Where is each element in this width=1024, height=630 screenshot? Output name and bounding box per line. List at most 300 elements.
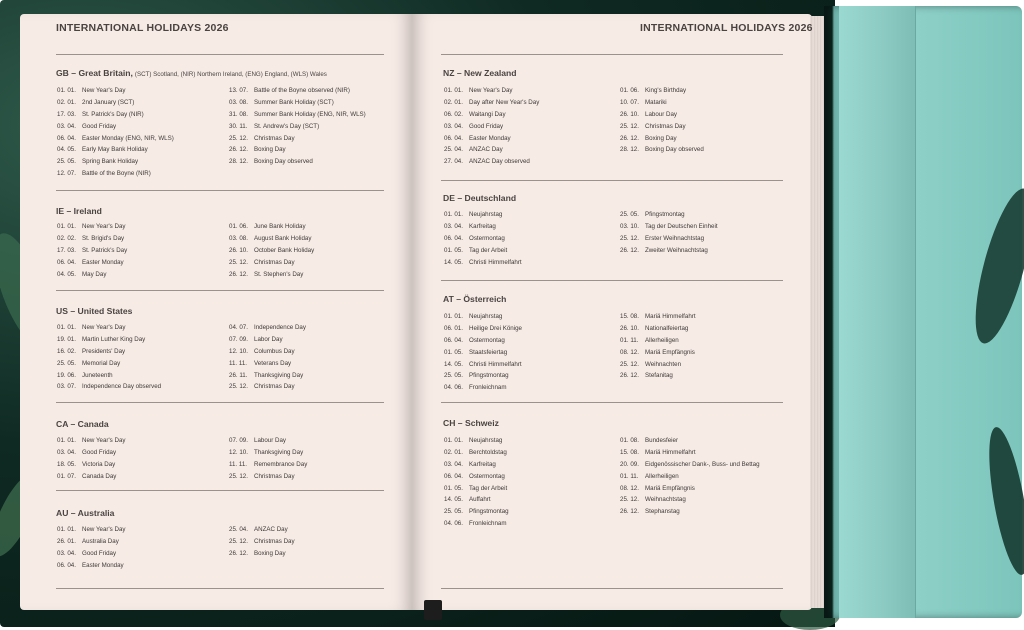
holiday-date: 25. 05.	[620, 211, 639, 218]
holiday-name: Summer Bank Holiday (ENG, NIR, WLS)	[254, 110, 366, 118]
section-title	[56, 206, 102, 216]
holiday-row	[57, 168, 174, 180]
section-title	[56, 306, 132, 316]
holiday-column	[444, 435, 509, 530]
holiday-row	[57, 560, 125, 572]
holiday-row	[57, 269, 127, 281]
holiday-row	[444, 233, 522, 245]
holiday-name: Boxing Day	[254, 146, 286, 154]
section-divider	[441, 402, 783, 403]
holiday-date: 25. 12.	[229, 258, 248, 266]
section-title-text: CH – Schweiz	[443, 418, 499, 428]
holiday-name: St. Patrick's Day (NIR)	[82, 110, 144, 118]
holiday-row	[444, 121, 539, 133]
holiday-row	[620, 494, 760, 506]
holiday-row	[57, 381, 161, 393]
holiday-name: Easter Monday	[469, 134, 511, 142]
holiday-name: Mariä Empfängnis	[645, 348, 695, 356]
holiday-date: 30. 11.	[229, 122, 248, 130]
holiday-date: 04. 06.	[444, 384, 463, 392]
holiday-date: 01. 01.	[57, 324, 76, 331]
left-page-header: INTERNATIONAL HOLIDAYS 2026	[56, 22, 229, 34]
holiday-name: Karfreitag	[469, 222, 496, 230]
holiday-date: 01. 01.	[57, 526, 76, 533]
holiday-row	[57, 109, 174, 121]
holiday-name: Pfingstmontag	[469, 508, 509, 516]
holiday-row	[444, 97, 539, 109]
holiday-row	[620, 471, 760, 483]
holiday-row	[57, 221, 127, 233]
holiday-row	[57, 524, 125, 536]
holiday-row	[57, 144, 174, 156]
holiday-date: 13. 07.	[229, 87, 248, 94]
holiday-column	[229, 322, 306, 393]
holiday-date: 03. 10.	[620, 222, 639, 230]
holiday-date: 02. 01.	[444, 98, 463, 106]
holiday-name: Boxing Day observed	[645, 146, 704, 154]
section-title-text: NZ – New Zealand	[443, 68, 517, 78]
holiday-row	[444, 133, 539, 145]
holiday-date: 06. 02.	[444, 110, 463, 118]
holiday-date: 06. 04.	[444, 472, 463, 480]
holiday-row	[620, 133, 704, 145]
holiday-row	[229, 269, 314, 281]
holiday-date: 04. 06.	[444, 520, 463, 528]
holiday-date: 01. 11.	[620, 336, 639, 344]
holiday-column	[444, 311, 522, 394]
holiday-name: Pfingstmontag	[645, 211, 685, 218]
section-divider	[441, 280, 783, 281]
holiday-date: 03. 04.	[444, 222, 463, 230]
holiday-date: 03. 04.	[444, 460, 463, 468]
holiday-name: Bundesfeier	[645, 437, 679, 444]
holiday-row	[620, 209, 718, 221]
holiday-column	[229, 524, 295, 560]
holiday-row	[229, 536, 295, 548]
holiday-name: King's Birthday	[645, 87, 687, 94]
holiday-row	[444, 447, 509, 459]
holiday-row	[57, 548, 125, 560]
holiday-date: 25. 12.	[229, 472, 248, 480]
holiday-row	[620, 370, 696, 382]
holiday-name: Christmas Day	[254, 537, 295, 545]
holiday-row	[229, 221, 314, 233]
holiday-name: Christmas Day	[645, 122, 686, 130]
holiday-name: St. Brigid's Day	[82, 234, 125, 242]
holiday-column	[620, 209, 718, 257]
holiday-row	[444, 335, 522, 347]
holiday-name: Fronleichnam	[469, 520, 507, 528]
holiday-name: Good Friday	[82, 448, 117, 456]
holiday-name: Tag der Deutschen Einheit	[645, 222, 718, 230]
holiday-date: 03. 08.	[229, 98, 248, 106]
holiday-name: Labour Day	[254, 437, 286, 444]
holiday-row	[444, 518, 509, 530]
holiday-row	[57, 97, 174, 109]
section-title	[443, 193, 516, 203]
holiday-row	[57, 133, 174, 145]
holiday-name: Independence Day observed	[82, 383, 162, 391]
holiday-row	[229, 257, 314, 269]
section-divider	[56, 588, 384, 589]
holiday-name: Christi Himmelfahrt	[469, 360, 522, 368]
holiday-date: 17. 03.	[57, 246, 76, 254]
holiday-date: 26. 12.	[229, 146, 248, 154]
holiday-name: St. Patrick's Day	[82, 246, 128, 254]
holiday-name: New Year's Day	[82, 437, 126, 444]
holiday-date: 06. 04.	[444, 336, 463, 344]
holiday-date: 06. 01.	[444, 324, 463, 332]
holiday-date: 25. 12.	[620, 122, 639, 130]
holiday-date: 26. 01.	[57, 537, 76, 545]
holiday-row	[620, 221, 718, 233]
holiday-date: 31. 08.	[229, 110, 248, 118]
holiday-date: 25. 12.	[229, 134, 248, 142]
holiday-column	[444, 85, 539, 168]
holiday-name: August Bank Holiday	[254, 234, 312, 242]
holiday-date: 20. 09.	[620, 460, 639, 468]
holiday-name: Karfreitag	[469, 460, 496, 468]
holiday-name: Boxing Day	[645, 134, 677, 142]
holiday-row	[57, 233, 127, 245]
holiday-date: 26. 12.	[620, 508, 639, 516]
holiday-date: 01. 06.	[229, 223, 248, 230]
section-title	[443, 294, 506, 304]
holiday-date: 26. 12.	[620, 134, 639, 142]
holiday-row	[444, 494, 509, 506]
flap-strip	[839, 6, 916, 618]
holiday-name: Weihnachtstag	[645, 496, 686, 504]
holiday-date: 27. 04.	[444, 158, 463, 166]
holiday-row	[229, 471, 307, 483]
holiday-row	[57, 334, 161, 346]
holiday-row	[620, 323, 696, 335]
holiday-row	[620, 144, 704, 156]
holiday-name: Zweiter Weihnachtstag	[645, 246, 708, 254]
holiday-name: Victoria Day	[82, 460, 116, 468]
holiday-date: 02. 02.	[57, 234, 76, 242]
leaf-decoration	[981, 425, 1024, 578]
header-rule	[56, 54, 384, 55]
holiday-name: October Bank Holiday	[254, 246, 315, 254]
holiday-date: 12. 07.	[57, 170, 76, 178]
holiday-name: New Year's Day	[469, 87, 513, 94]
holiday-name: Thanksgiving Day	[254, 448, 304, 456]
holiday-date: 25. 12.	[229, 537, 248, 545]
section-title	[56, 419, 109, 429]
cover-flap	[824, 6, 1022, 618]
holiday-row	[444, 435, 509, 447]
holiday-date: 25. 05.	[57, 359, 76, 367]
header-rule	[441, 54, 783, 55]
holiday-date: 03. 04.	[444, 122, 463, 130]
holiday-date: 25. 05.	[444, 372, 463, 380]
holiday-date: 01. 01.	[444, 211, 463, 218]
holiday-row	[57, 322, 161, 334]
section-divider	[441, 588, 783, 589]
holiday-date: 01. 05.	[444, 348, 463, 356]
holiday-date: 12. 10.	[229, 448, 248, 456]
holiday-date: 25. 04.	[444, 146, 463, 154]
holiday-row	[620, 335, 696, 347]
holiday-name: Canada Day	[82, 472, 117, 480]
holiday-column	[57, 322, 161, 393]
holiday-name: Spring Bank Holiday	[82, 158, 139, 166]
holiday-name: May Day	[82, 270, 107, 278]
holiday-date: 10. 07.	[620, 98, 639, 106]
holiday-name: Australia Day	[82, 537, 119, 545]
holiday-date: 26. 12.	[620, 372, 639, 380]
holiday-row	[620, 359, 696, 371]
holiday-name: Auffahrt	[469, 496, 491, 504]
holiday-row	[444, 506, 509, 518]
holiday-name: Good Friday	[469, 122, 504, 130]
holiday-date: 25. 12.	[620, 234, 639, 242]
section-title-text: IE – Ireland	[56, 206, 102, 216]
holiday-date: 15. 08.	[620, 313, 639, 320]
holiday-name: Easter Monday (ENG, NIR, WLS)	[82, 134, 174, 142]
section-title	[443, 68, 517, 78]
holiday-name: Pfingstmontag	[469, 372, 509, 380]
holiday-name: Battle of the Boyne (NIR)	[82, 170, 151, 178]
holiday-name: Ostermontag	[469, 234, 505, 242]
holiday-date: 26. 12.	[229, 549, 248, 557]
bookmark-ribbon[interactable]	[424, 600, 442, 620]
holiday-name: Christmas Day	[254, 472, 295, 480]
holiday-row	[444, 257, 522, 269]
holiday-name: Summer Bank Holiday (SCT)	[254, 98, 334, 106]
section-title-text: AU – Australia	[56, 508, 115, 518]
page-edges	[810, 16, 824, 608]
holiday-name: Tag der Arbeit	[469, 246, 508, 254]
holiday-row	[229, 322, 306, 334]
holiday-name: New Year's Day	[82, 223, 126, 230]
holiday-date: 26. 12.	[229, 270, 248, 278]
holiday-date: 04. 07.	[229, 324, 248, 331]
section-title-text: AT – Österreich	[443, 294, 507, 304]
holiday-date: 19. 06.	[57, 371, 76, 379]
holiday-row	[229, 144, 366, 156]
holiday-name: Easter Monday	[82, 258, 124, 266]
holiday-row	[57, 156, 174, 168]
holiday-row	[620, 109, 704, 121]
holiday-name: Allerheiligen	[645, 336, 679, 344]
holiday-date: 02. 01.	[444, 448, 463, 456]
holiday-row	[229, 459, 307, 471]
holiday-row	[229, 435, 307, 447]
holiday-row	[57, 346, 161, 358]
holiday-name: Memorial Day	[82, 359, 121, 367]
holiday-row	[57, 257, 127, 269]
holiday-date: 28. 12.	[229, 158, 248, 166]
holiday-name: New Year's Day	[82, 526, 126, 533]
holiday-row	[229, 109, 366, 121]
holiday-date: 01. 05.	[444, 484, 463, 492]
holiday-name: St. Andrew's Day (SCT)	[254, 122, 320, 130]
holiday-name: Ostermontag	[469, 472, 505, 480]
holiday-row	[444, 311, 522, 323]
holiday-row	[620, 506, 760, 518]
holiday-row	[229, 233, 314, 245]
holiday-name: Neujahrstag	[469, 211, 503, 218]
holiday-name: Erster Weihnachtstag	[645, 234, 705, 242]
holiday-date: 11. 11.	[229, 460, 248, 468]
holiday-name: Labour Day	[645, 110, 677, 118]
holiday-row	[444, 109, 539, 121]
holiday-name: Columbus Day	[254, 347, 295, 355]
holiday-name: ANZAC Day observed	[469, 158, 530, 166]
holiday-row	[620, 447, 760, 459]
holiday-row	[444, 209, 522, 221]
holiday-date: 01. 01.	[444, 437, 463, 444]
holiday-date: 01. 08.	[620, 437, 639, 444]
holiday-date: 06. 04.	[57, 258, 76, 266]
holiday-column	[57, 435, 125, 483]
holiday-name: Waitangi Day	[469, 110, 506, 118]
holiday-date: 25. 04.	[229, 526, 248, 533]
holiday-row	[57, 370, 161, 382]
holiday-date: 16. 02.	[57, 347, 76, 355]
holiday-date: 01. 01.	[57, 87, 76, 94]
section-title-text: CA – Canada	[56, 419, 109, 429]
holiday-date: 02. 01.	[57, 98, 76, 106]
holiday-date: 25. 12.	[620, 496, 639, 504]
section-divider	[56, 490, 384, 491]
holiday-date: 07. 09.	[229, 437, 248, 444]
holiday-name: Eidgenössischer Dank-, Buss- und Bettag	[645, 460, 760, 468]
holiday-name: Mariä Empfängnis	[645, 484, 695, 492]
holiday-name: Boxing Day observed	[254, 158, 313, 166]
holiday-name: Berchtoldstag	[469, 448, 507, 456]
holiday-name: Veterans Day	[254, 359, 292, 367]
holiday-date: 01. 05.	[444, 246, 463, 254]
holiday-name: Thanksgiving Day	[254, 371, 304, 379]
holiday-name: Early May Bank Holiday	[82, 146, 148, 154]
holiday-date: 25. 12.	[620, 360, 639, 368]
holiday-date: 01. 07.	[57, 472, 76, 480]
leaf-decoration	[964, 184, 1024, 349]
section-divider	[56, 402, 384, 403]
holiday-date: 26. 12.	[620, 246, 639, 254]
section-title	[443, 418, 499, 428]
holiday-date: 06. 04.	[57, 561, 76, 569]
holiday-row	[229, 381, 306, 393]
holiday-row	[444, 471, 509, 483]
holiday-row	[620, 97, 704, 109]
holiday-date: 17. 03.	[57, 110, 76, 118]
holiday-name: ANZAC Day	[469, 146, 503, 154]
holiday-name: Day after New Year's Day	[469, 98, 540, 106]
holiday-date: 07. 09.	[229, 335, 248, 343]
holiday-column	[57, 221, 127, 280]
section-divider	[56, 190, 384, 191]
holiday-name: Easter Monday	[82, 561, 124, 569]
holiday-date: 19. 01.	[57, 335, 76, 343]
holiday-date: 03. 04.	[57, 448, 76, 456]
holiday-name: Neujahrstag	[469, 313, 503, 320]
holiday-name: Matariki	[645, 98, 667, 106]
holiday-date: 06. 04.	[57, 134, 76, 142]
holiday-column	[620, 435, 760, 518]
holiday-row	[57, 471, 125, 483]
holiday-date: 08. 12.	[620, 348, 639, 356]
holiday-row	[229, 133, 366, 145]
holiday-date: 01. 01.	[444, 87, 463, 94]
holiday-column	[229, 435, 307, 483]
holiday-row	[57, 121, 174, 133]
holiday-row	[444, 221, 522, 233]
holiday-date: 25. 12.	[229, 383, 248, 391]
holiday-date: 26. 11.	[229, 371, 248, 379]
holiday-row	[229, 85, 366, 97]
holiday-row	[229, 121, 366, 133]
holiday-name: Labor Day	[254, 335, 283, 343]
holiday-name: June Bank Holiday	[254, 223, 306, 230]
holiday-row	[444, 144, 539, 156]
holiday-date: 06. 04.	[444, 234, 463, 242]
holiday-row	[620, 85, 704, 97]
holiday-row	[620, 459, 760, 471]
holiday-row	[620, 245, 718, 257]
holiday-row	[444, 245, 522, 257]
holiday-date: 25. 05.	[444, 508, 463, 516]
holiday-name: Staatsfeiertag	[469, 348, 508, 356]
section-divider	[441, 180, 783, 181]
holiday-date: 01. 11.	[620, 472, 639, 480]
section-title-text: DE – Deutschland	[443, 193, 517, 203]
holiday-row	[444, 483, 509, 495]
holiday-row	[444, 347, 522, 359]
holiday-name: St. Stephen's Day	[254, 270, 304, 278]
holiday-row	[57, 447, 125, 459]
holiday-row	[57, 85, 174, 97]
holiday-row	[229, 358, 306, 370]
holiday-date: 03. 07.	[57, 383, 76, 391]
holiday-row	[57, 459, 125, 471]
holiday-date: 01. 01.	[57, 437, 76, 444]
holiday-name: Presidents' Day	[82, 347, 126, 355]
holiday-name: Good Friday	[82, 122, 117, 130]
holiday-row	[620, 311, 696, 323]
holiday-date: 11. 11.	[229, 359, 248, 367]
holiday-name: ANZAC Day	[254, 526, 288, 533]
holiday-name: Battle of the Boyne observed (NIR)	[254, 87, 350, 94]
holiday-date: 08. 12.	[620, 484, 639, 492]
holiday-row	[229, 447, 307, 459]
holiday-name: Allerheiligen	[645, 472, 679, 480]
holiday-date: 14. 05.	[444, 258, 463, 266]
holiday-column	[57, 85, 174, 180]
holiday-name: Boxing Day	[254, 549, 286, 557]
holiday-row	[620, 233, 718, 245]
right-page-header: INTERNATIONAL HOLIDAYS 2026	[640, 22, 813, 34]
holiday-row	[229, 156, 366, 168]
holiday-date: 26. 10.	[620, 110, 639, 118]
section-title-text: GB – Great Britain,	[56, 68, 133, 78]
holiday-name: Stephanstag	[645, 508, 680, 516]
section-title	[56, 68, 327, 78]
holiday-row	[620, 121, 704, 133]
holiday-name: Mariä Himmelfahrt	[645, 313, 696, 320]
holiday-date: 01. 01.	[444, 313, 463, 320]
holiday-date: 14. 05.	[444, 360, 463, 368]
holiday-row	[57, 358, 161, 370]
holiday-row	[229, 548, 295, 560]
holiday-name: Christmas Day	[254, 258, 295, 266]
holiday-date: 15. 08.	[620, 448, 639, 456]
holiday-date: 03. 04.	[57, 549, 76, 557]
holiday-date: 01. 01.	[57, 223, 76, 230]
